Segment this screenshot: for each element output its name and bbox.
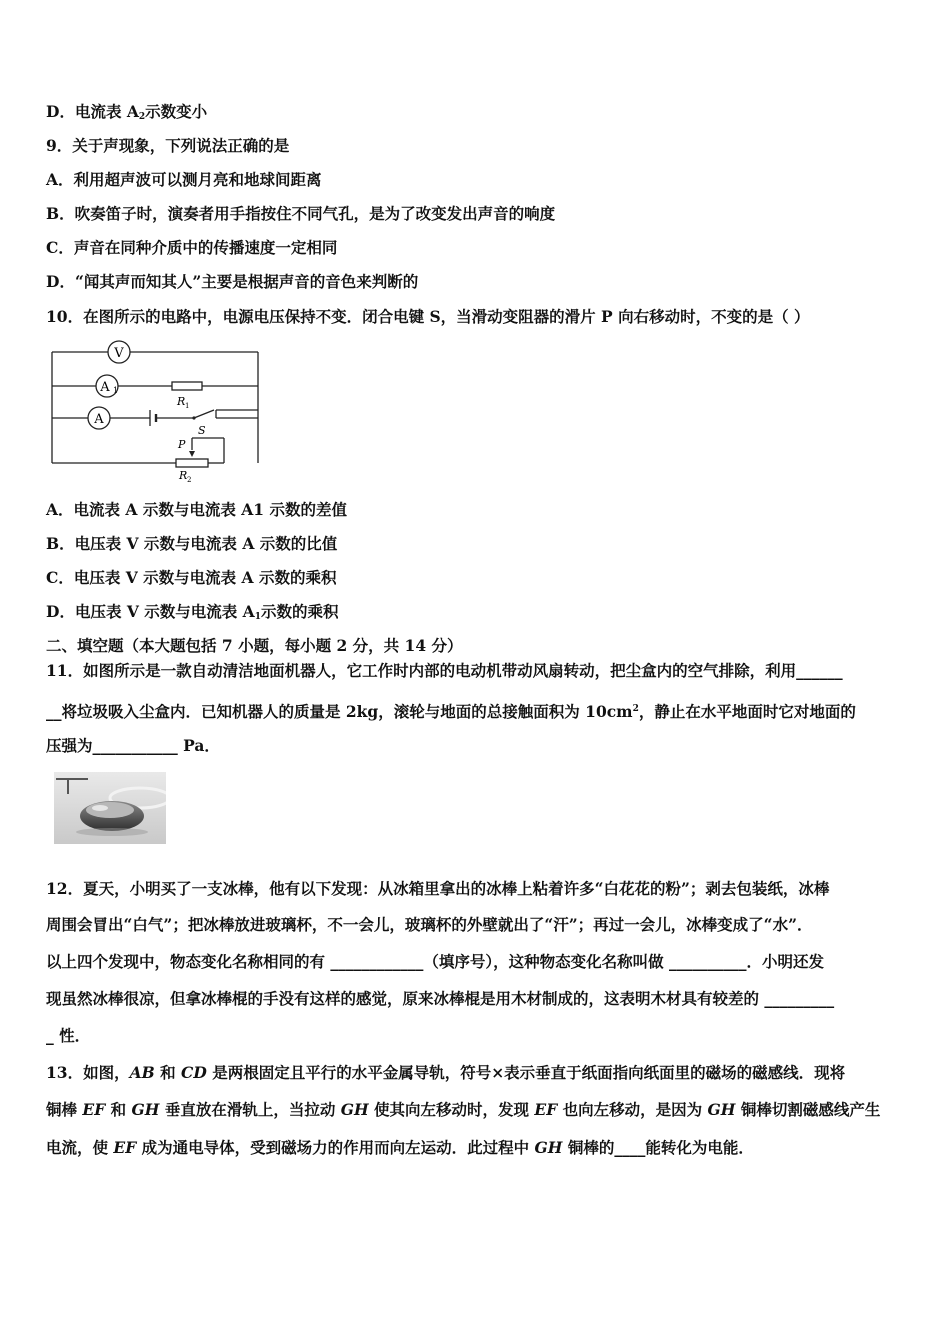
ammeter-a-label: A	[94, 412, 104, 427]
q12-line-3: 以上四个发现中，物态变化名称相同的有 ____________（填序号），这种物态变化名称叫做 __________．小明还发	[46, 952, 825, 971]
switch-blade	[194, 410, 214, 418]
q12-line-4: 现虽然冰棒很凉，但拿冰棒棍的手没有这样的感觉，原来冰棒棍是用木材制成的，这表明木材具有较差的 _________	[46, 989, 835, 1008]
circuit-diagram	[46, 338, 266, 483]
ammeter-a1-label: A	[100, 380, 110, 395]
slider-arrow	[189, 451, 195, 457]
q10-stem: 10．在图所示的电路中，电源电压保持不变．闭合电键 S，当滑动变阻器的滑片 P 向右移动时，不变的是（ ）	[46, 307, 810, 326]
q13-line-2: 铜棒 EF 和 GH 垂直放在滑轨上，当拉动 GH 使其向左移动时，发现 EF 也向左移动，是因为 GH 铜棒切割磁感线产生	[46, 1100, 881, 1119]
resistor-r2	[176, 459, 208, 467]
robot-vacuum-photo	[54, 772, 166, 844]
q12-line-1: 12．夏天，小明买了一支冰棒，他有以下发现：从冰箱里拿出的冰棒上粘着许多“白花花的粉”；剥去包装纸，冰棒	[46, 879, 830, 898]
q10-option-d: D．电压表 V 示数与电流表 $A_1$示数的乘积	[46, 602, 339, 622]
ammeter-a1-sub: 1	[113, 386, 119, 395]
switch-label: S	[198, 424, 206, 437]
q8-option-d: D．电流表 $A_2$示数变小	[46, 102, 208, 122]
q12-line-2: 周围会冒出“白气”；把冰棒放进玻璃杯，不一会儿，玻璃杯的外壁就出了“汗”；再过一会儿，冰棒变成了“水”．	[46, 915, 813, 934]
q12-line-5: _ 性．	[46, 1026, 91, 1045]
q10-option-b: B．电压表 V 示数与电流表 A 示数的比值	[46, 534, 338, 553]
r2-label: R	[179, 469, 188, 482]
q11-line-1: 11．如图所示是一款自动清洁地面机器人，它工作时内部的电动机带动风扇转动，把尘盒内的空气排除，利用______	[46, 661, 843, 680]
q10-option-a: A．电流表 A 示数与电流表 A1 示数的差值	[46, 500, 347, 519]
q9-stem: 9．关于声现象，下列说法正确的是	[46, 136, 290, 155]
q11-line-2: __将垃圾吸入尘盒内．已知机器人的质量是 2kg，滚轮与地面的总接触面积为 $10cm^2$，静止在水平地面时它对地面的	[46, 702, 856, 721]
r1-label: R	[177, 395, 186, 408]
q10-option-c: C．电压表 V 示数与电流表 A 示数的乘积	[46, 568, 337, 587]
slider-label: P	[178, 438, 186, 451]
q13-line-3: 电流，使 EF 成为通电导体，受到磁场力的作用而向左运动．此过程中 GH 铜棒的____能转化为电能．	[46, 1138, 754, 1157]
voltmeter-label: V	[114, 346, 124, 361]
q9-option-a: A．利用超声波可以测月亮和地球间距离	[46, 170, 322, 189]
r2-sub: 2	[187, 476, 192, 483]
resistor-r1	[172, 382, 202, 390]
q9-option-d: D．“闻其声而知其人”主要是根据声音的音色来判断的	[46, 272, 419, 291]
q13-line-1: 13．如图，AB 和 CD 是两根固定且平行的水平金属导轨，符号×表示垂直于纸面指向纸面里的磁场的磁感线．现将	[46, 1063, 846, 1082]
q9-option-c: C．声音在同种介质中的传播速度一定相同	[46, 238, 338, 257]
q9-option-b: B．吹奏笛子时，演奏者用手指按住不同气孔，是为了改变发出声音的响度	[46, 204, 556, 223]
r1-sub: 1	[185, 402, 190, 410]
q11-line-3: 压强为___________ Pa．	[46, 736, 220, 755]
section-2-title: 二、填空题（本大题包括 7 小题，每小题 2 分，共 14 分）	[46, 636, 463, 655]
